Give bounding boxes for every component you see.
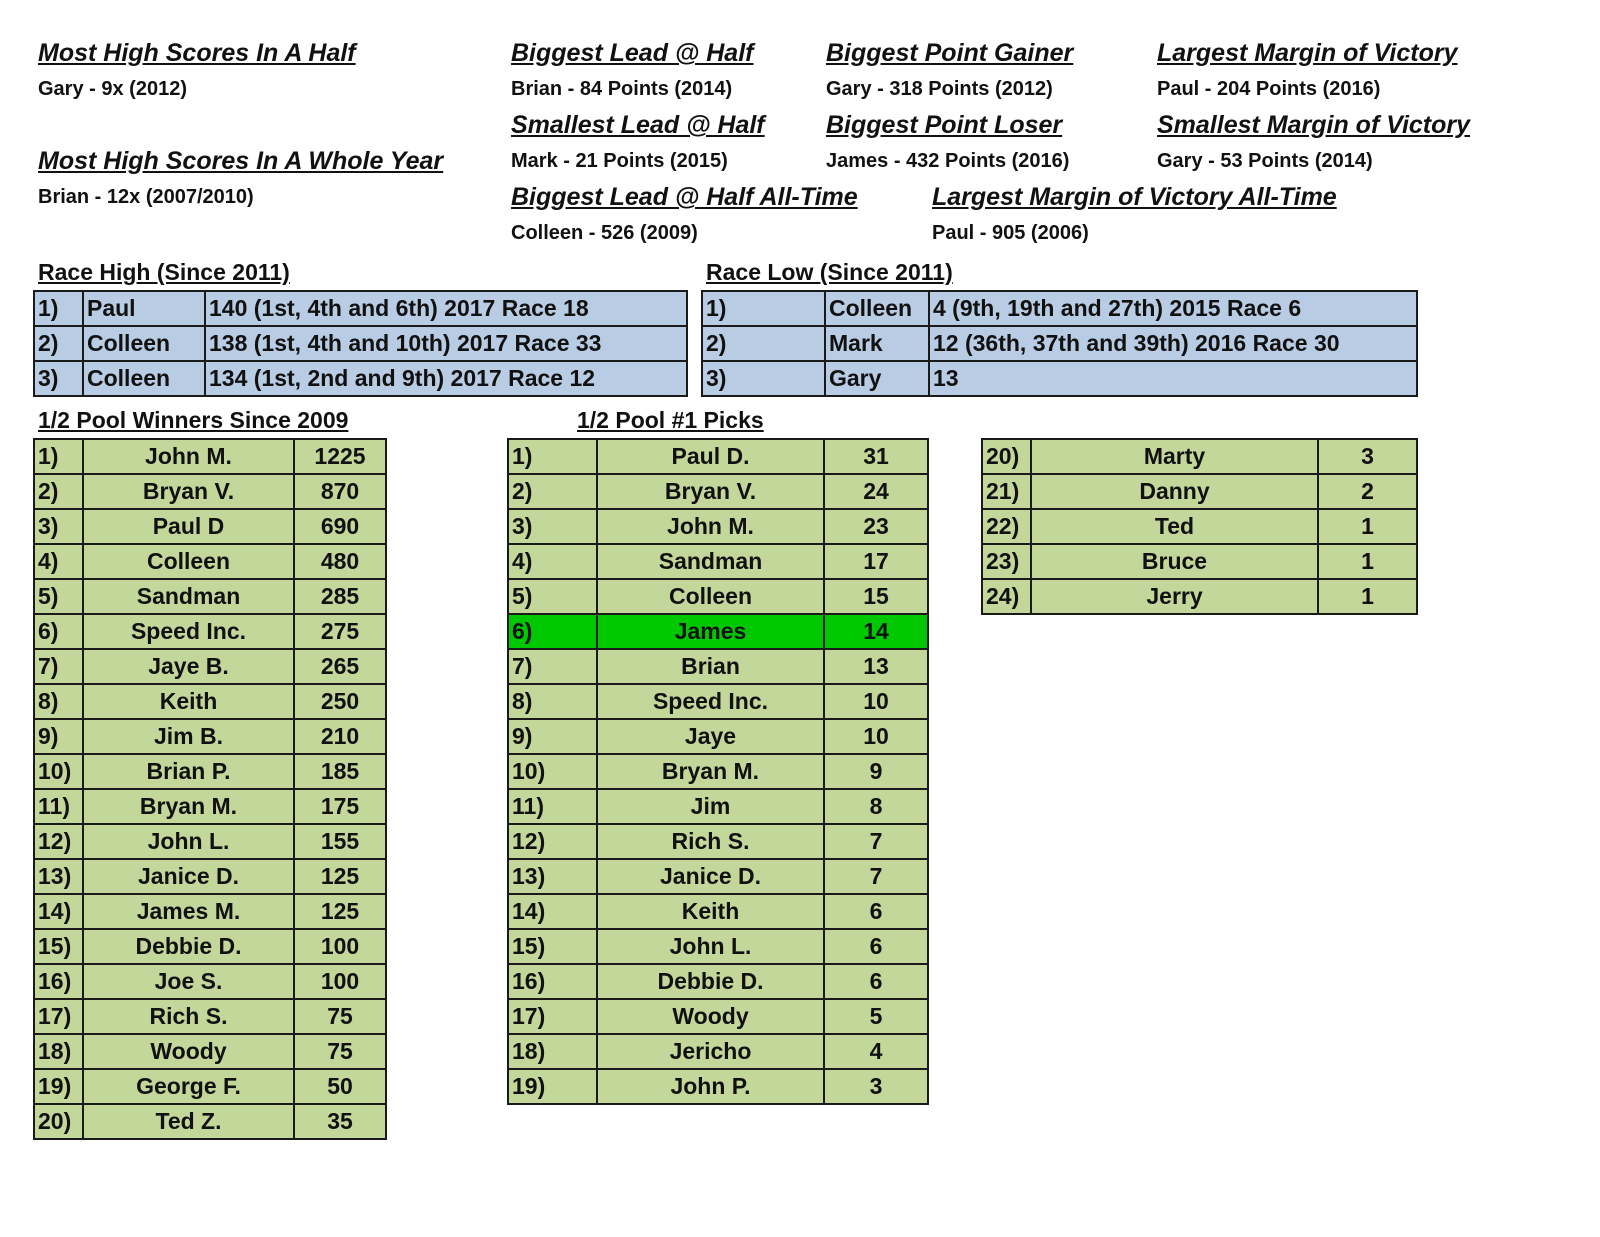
table-row (34, 544, 386, 579)
record-title: Biggest Point Gainer (826, 39, 1074, 67)
table-row (508, 964, 928, 999)
picks-title: 1/2 Pool #1 Picks (577, 407, 764, 433)
value-cell: 1 (1318, 579, 1417, 614)
record-title: Biggest Lead @ Half (511, 39, 754, 67)
name-cell: George F. (83, 1069, 294, 1104)
name-cell: Rich S. (597, 824, 824, 859)
value-cell: 6 (824, 894, 928, 929)
name-cell: Janice D. (597, 859, 824, 894)
table-row (34, 684, 386, 719)
name-cell: Mark (825, 326, 929, 361)
rank-cell: 23) (982, 544, 1031, 579)
record-biggest-lead-half (511, 38, 753, 102)
value-cell: 2 (1318, 474, 1417, 509)
rank-cell: 14) (34, 894, 83, 929)
table-row (34, 964, 386, 999)
table-row (34, 361, 687, 396)
value-cell: 5 (824, 999, 928, 1034)
record-value: Gary - 318 Points (2012) (826, 78, 1053, 100)
name-cell: Bryan M. (597, 754, 824, 789)
rank-cell: 3) (702, 361, 825, 396)
value-cell: 690 (294, 509, 386, 544)
rank-cell: 9) (34, 719, 83, 754)
table-row (34, 894, 386, 929)
rank-cell: 2) (508, 474, 597, 509)
record-value: Brian - 84 Points (2014) (511, 78, 733, 100)
race-high-table (33, 290, 688, 397)
race-low-table (701, 290, 1418, 397)
table-row (34, 789, 386, 824)
table-row (34, 1104, 386, 1139)
record-biggest-loser (826, 110, 1069, 174)
value-cell: 4 (824, 1034, 928, 1069)
name-cell: Jericho (597, 1034, 824, 1069)
rank-cell: 3) (508, 509, 597, 544)
name-cell: Paul (83, 291, 205, 326)
table-row (34, 614, 386, 649)
value-cell: 210 (294, 719, 386, 754)
name-cell: Brian P. (83, 754, 294, 789)
value-cell: 10 (824, 719, 928, 754)
record-biggest-lead-alltime (511, 182, 858, 246)
race-low-title: Race Low (Since 2011) (706, 259, 953, 285)
name-cell: Speed Inc. (597, 684, 824, 719)
name-cell: Bruce (1031, 544, 1318, 579)
rank-cell: 6) (34, 614, 83, 649)
table-row (508, 474, 928, 509)
value-cell: 75 (294, 1034, 386, 1069)
value-cell: 100 (294, 929, 386, 964)
rank-cell: 13) (508, 859, 597, 894)
record-title: Biggest Point Loser (826, 111, 1063, 139)
record-value: Colleen - 526 (2009) (511, 222, 698, 244)
name-cell: Ted (1031, 509, 1318, 544)
table-row (34, 1034, 386, 1069)
table-row (508, 1034, 928, 1069)
record-title: Most High Scores In A Whole Year (38, 147, 444, 175)
name-cell: Bryan V. (597, 474, 824, 509)
record-title: Smallest Margin of Victory (1157, 111, 1471, 139)
name-cell: Woody (597, 999, 824, 1034)
name-cell: Sandman (83, 579, 294, 614)
name-cell: Jim B. (83, 719, 294, 754)
rank-cell: 15) (34, 929, 83, 964)
value-cell: 870 (294, 474, 386, 509)
table-row (34, 859, 386, 894)
name-cell: Keith (597, 894, 824, 929)
rank-cell: 7) (34, 649, 83, 684)
rank-cell: 17) (508, 999, 597, 1034)
value-cell: 155 (294, 824, 386, 859)
rank-cell: 20) (982, 439, 1031, 474)
record-title: Smallest Lead @ Half (511, 111, 765, 139)
table-row (34, 824, 386, 859)
table-row (508, 684, 928, 719)
table-row (702, 361, 1417, 396)
record-title: Largest Margin of Victory All-Time (932, 183, 1337, 211)
name-cell: Woody (83, 1034, 294, 1069)
rank-cell: 24) (982, 579, 1031, 614)
record-title: Largest Margin of Victory (1157, 39, 1458, 67)
table-row (508, 719, 928, 754)
rank-cell: 9) (508, 719, 597, 754)
name-cell: Paul D. (597, 439, 824, 474)
value-cell: 3 (1318, 439, 1417, 474)
value-cell: 185 (294, 754, 386, 789)
rank-cell: 11) (508, 789, 597, 824)
table-row (982, 509, 1417, 544)
table-row (508, 754, 928, 789)
rank-cell: 6) (508, 614, 597, 649)
name-cell: Jaye B. (83, 649, 294, 684)
value-cell: 23 (824, 509, 928, 544)
name-cell: Colleen (825, 291, 929, 326)
table-row (508, 824, 928, 859)
table-row (508, 579, 928, 614)
record-value: James - 432 Points (2016) (826, 150, 1070, 172)
name-cell: Brian (597, 649, 824, 684)
name-cell: Sandman (597, 544, 824, 579)
value-cell: 13 (824, 649, 928, 684)
rank-cell: 16) (508, 964, 597, 999)
name-cell: Jerry (1031, 579, 1318, 614)
rank-cell: 10) (34, 754, 83, 789)
value-cell: 138 (1st, 4th and 10th) 2017 Race 33 (205, 326, 687, 361)
table-row (702, 326, 1417, 361)
rank-cell: 15) (508, 929, 597, 964)
name-cell: Colleen (597, 579, 824, 614)
rank-cell: 3) (34, 509, 83, 544)
table-row (508, 544, 928, 579)
table-row (982, 544, 1417, 579)
rank-cell: 16) (34, 964, 83, 999)
race-high-title: Race High (Since 2011) (38, 259, 290, 285)
name-cell: James (597, 614, 824, 649)
rank-cell: 8) (508, 684, 597, 719)
name-cell: James M. (83, 894, 294, 929)
name-cell: John P. (597, 1069, 824, 1104)
name-cell: Bryan M. (83, 789, 294, 824)
rank-cell: 18) (508, 1034, 597, 1069)
value-cell: 140 (1st, 4th and 6th) 2017 Race 18 (205, 291, 687, 326)
table-row (508, 929, 928, 964)
value-cell: 125 (294, 894, 386, 929)
table-row (508, 439, 928, 474)
rank-cell: 14) (508, 894, 597, 929)
rank-cell: 1) (702, 291, 825, 326)
table-row (508, 789, 928, 824)
value-cell: 3 (824, 1069, 928, 1104)
table-row (34, 929, 386, 964)
table-row (508, 894, 928, 929)
rank-cell: 4) (508, 544, 597, 579)
value-cell: 134 (1st, 2nd and 9th) 2017 Race 12 (205, 361, 687, 396)
name-cell: Colleen (83, 326, 205, 361)
table-row (34, 509, 386, 544)
record-largest-margin-alltime (932, 182, 1337, 246)
value-cell: 75 (294, 999, 386, 1034)
value-cell: 15 (824, 579, 928, 614)
name-cell: Danny (1031, 474, 1318, 509)
record-value: Paul - 204 Points (2016) (1157, 78, 1381, 100)
name-cell: Marty (1031, 439, 1318, 474)
table-row (34, 649, 386, 684)
table-row (34, 719, 386, 754)
record-most-high-half (38, 38, 356, 102)
name-cell: Jaye (597, 719, 824, 754)
table-row (34, 326, 687, 361)
value-cell: 6 (824, 929, 928, 964)
table-row (702, 291, 1417, 326)
record-smallest-lead-half (511, 110, 765, 174)
value-cell: 125 (294, 859, 386, 894)
name-cell: John L. (597, 929, 824, 964)
name-cell: Bryan V. (83, 474, 294, 509)
name-cell: Paul D (83, 509, 294, 544)
rank-cell: 11) (34, 789, 83, 824)
value-cell: 35 (294, 1104, 386, 1139)
name-cell: Colleen (83, 361, 205, 396)
value-cell: 4 (9th, 19th and 27th) 2015 Race 6 (929, 291, 1417, 326)
rank-cell: 5) (508, 579, 597, 614)
name-cell: Debbie D. (597, 964, 824, 999)
value-cell: 285 (294, 579, 386, 614)
table-row (34, 579, 386, 614)
name-cell: John L. (83, 824, 294, 859)
value-cell: 175 (294, 789, 386, 824)
rank-cell: 1) (34, 439, 83, 474)
table-row (34, 474, 386, 509)
record-title: Most High Scores In A Half (38, 39, 356, 67)
value-cell: 100 (294, 964, 386, 999)
rank-cell: 7) (508, 649, 597, 684)
value-cell: 8 (824, 789, 928, 824)
value-cell: 7 (824, 859, 928, 894)
rank-cell: 2) (34, 474, 83, 509)
rank-cell: 2) (34, 326, 83, 361)
value-cell: 1 (1318, 544, 1417, 579)
value-cell: 480 (294, 544, 386, 579)
name-cell: Rich S. (83, 999, 294, 1034)
rank-cell: 12) (34, 824, 83, 859)
value-cell: 14 (824, 614, 928, 649)
rank-cell: 18) (34, 1034, 83, 1069)
rank-cell: 1) (508, 439, 597, 474)
picks-table-continued (981, 438, 1418, 615)
record-title: Biggest Lead @ Half All-Time (511, 183, 858, 211)
record-value: Paul - 905 (2006) (932, 222, 1089, 244)
table-row (508, 509, 928, 544)
value-cell: 250 (294, 684, 386, 719)
table-row (508, 859, 928, 894)
table-row (34, 754, 386, 789)
value-cell: 10 (824, 684, 928, 719)
table-row (508, 614, 928, 649)
table-row (982, 474, 1417, 509)
rank-cell: 13) (34, 859, 83, 894)
table-row (508, 999, 928, 1034)
table-row (34, 291, 687, 326)
value-cell: 31 (824, 439, 928, 474)
name-cell: Jim (597, 789, 824, 824)
rank-cell: 10) (508, 754, 597, 789)
name-cell: Speed Inc. (83, 614, 294, 649)
winners-title: 1/2 Pool Winners Since 2009 (38, 407, 349, 433)
value-cell: 17 (824, 544, 928, 579)
winners-table (33, 438, 387, 1140)
name-cell: Colleen (83, 544, 294, 579)
table-row (34, 1069, 386, 1104)
value-cell: 7 (824, 824, 928, 859)
value-cell: 265 (294, 649, 386, 684)
name-cell: John M. (83, 439, 294, 474)
table-row (34, 439, 386, 474)
picks-table (507, 438, 929, 1105)
name-cell: Debbie D. (83, 929, 294, 964)
rank-cell: 19) (34, 1069, 83, 1104)
record-value: Brian - 12x (2007/2010) (38, 186, 254, 208)
rank-cell: 2) (702, 326, 825, 361)
value-cell: 50 (294, 1069, 386, 1104)
table-row (982, 579, 1417, 614)
value-cell: 12 (36th, 37th and 39th) 2016 Race 30 (929, 326, 1417, 361)
rank-cell: 21) (982, 474, 1031, 509)
rank-cell: 19) (508, 1069, 597, 1104)
name-cell: Gary (825, 361, 929, 396)
rank-cell: 4) (34, 544, 83, 579)
name-cell: Janice D. (83, 859, 294, 894)
record-value: Gary - 9x (2012) (38, 78, 187, 100)
record-smallest-margin (1157, 110, 1470, 174)
rank-cell: 20) (34, 1104, 83, 1139)
value-cell: 6 (824, 964, 928, 999)
value-cell: 9 (824, 754, 928, 789)
value-cell: 13 (929, 361, 1417, 396)
name-cell: Joe S. (83, 964, 294, 999)
record-largest-margin (1157, 38, 1458, 102)
table-row (982, 439, 1417, 474)
value-cell: 1 (1318, 509, 1417, 544)
table-row (34, 999, 386, 1034)
rank-cell: 8) (34, 684, 83, 719)
name-cell: John M. (597, 509, 824, 544)
rank-cell: 1) (34, 291, 83, 326)
table-row (508, 1069, 928, 1104)
record-value: Mark - 21 Points (2015) (511, 150, 728, 172)
record-biggest-gainer (826, 38, 1073, 102)
rank-cell: 17) (34, 999, 83, 1034)
value-cell: 1225 (294, 439, 386, 474)
rank-cell: 12) (508, 824, 597, 859)
value-cell: 275 (294, 614, 386, 649)
record-most-high-year (38, 146, 443, 210)
name-cell: Ted Z. (83, 1104, 294, 1139)
rank-cell: 3) (34, 361, 83, 396)
rank-cell: 22) (982, 509, 1031, 544)
value-cell: 24 (824, 474, 928, 509)
table-row (508, 649, 928, 684)
record-value: Gary - 53 Points (2014) (1157, 150, 1373, 172)
name-cell: Keith (83, 684, 294, 719)
rank-cell: 5) (34, 579, 83, 614)
